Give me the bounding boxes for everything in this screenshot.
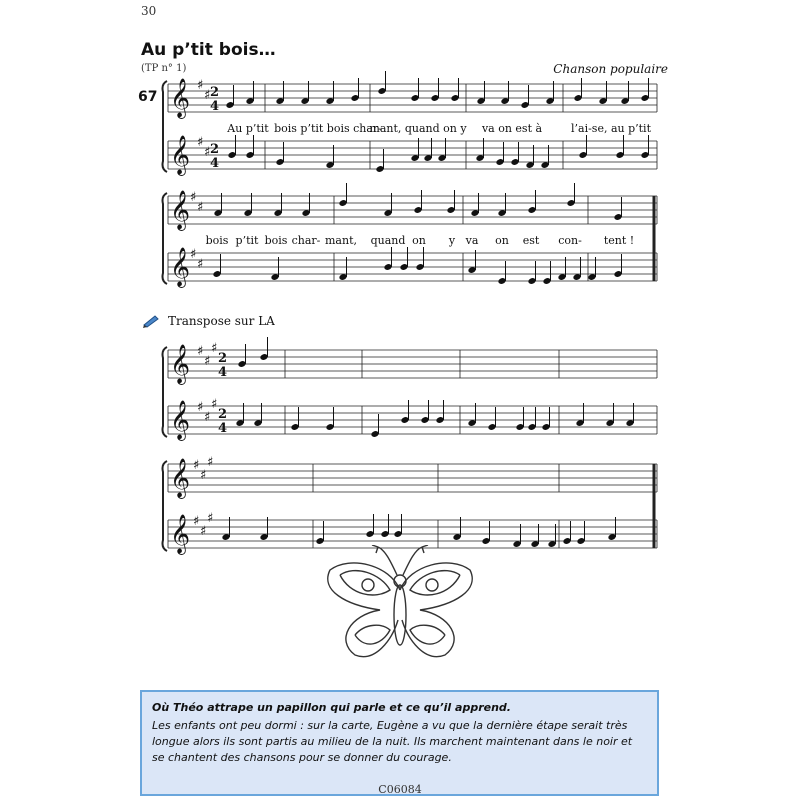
system-bracket [163,193,168,284]
story-box [140,690,659,796]
time-signature: 2 [210,85,220,100]
lyric-syllable: bois [205,234,229,247]
lyric-syllable: bois p’tit bois char- [274,122,382,135]
exercise-number: 67 [138,89,158,105]
time-signature: 2 [218,407,228,422]
time-signature: 4 [218,365,228,380]
treble-clef: 𝄞 [170,190,191,230]
sharp-sign: ♯ [197,400,204,415]
sharp-sign: ♯ [204,410,211,425]
song-title: Au p’tit bois… [141,40,276,60]
pencil-icon [142,314,160,328]
sharp-sign: ♯ [207,511,214,526]
lyric-syllable: mant, quand on y [369,122,467,135]
sharp-sign: ♯ [211,341,218,356]
lyric-syllable: bois [264,234,288,247]
lyric-syllable: va [465,234,479,247]
time-signature: 2 [218,351,228,366]
treble-clef: 𝄞 [170,344,191,384]
lyric-syllable: est [522,234,540,247]
sharp-sign: ♯ [197,257,204,272]
treble-clef: 𝄞 [170,400,191,440]
lyric-syllable: mant, [325,234,357,247]
treble-clef: 𝄞 [170,458,191,498]
sharp-sign: ♯ [197,344,204,359]
sharp-sign: ♯ [193,514,200,529]
sharp-sign: ♯ [197,135,204,150]
sharp-sign: ♯ [204,145,211,160]
treble-clef: 𝄞 [170,247,191,287]
sharp-sign: ♯ [204,354,211,369]
story-body: Les enfants ont peu dormi : sur la carte, Eugène a vu que la dernière étape serait très longue alors ils sont partis au milieu de la nuit. Ils marchent maintenant dans le noir et se chantent des chansons pour se donner du courage. [152,719,633,764]
transpose-instruction [142,314,275,328]
treble-clef: 𝄞 [170,135,191,175]
system-bracket [163,461,168,551]
time-signature: 4 [210,99,220,114]
lyric-syllable: p’tit [235,234,259,247]
story-heading: Où Théo attrape un papillon qui parle et ce qu’il apprend. [152,701,511,714]
sharp-sign: ♯ [197,78,204,93]
transpose-label: Transpose sur LA [168,314,275,328]
system-bracket [163,347,168,437]
butterfly-illustration [320,545,480,675]
sharp-sign: ♯ [204,88,211,103]
lyric-syllable: on [495,234,509,247]
lyric-syllable: con- [558,234,582,247]
lyric-syllable: on [412,234,426,247]
sharp-sign: ♯ [190,247,197,262]
sharp-sign: ♯ [211,397,218,412]
sharp-sign: ♯ [207,455,214,470]
page-number: 30 [141,4,157,18]
lyric-syllable: l’ai-se, au p’tit [571,122,651,135]
sharp-sign: ♯ [200,468,207,483]
sharp-sign: ♯ [197,200,204,215]
treble-clef: 𝄞 [170,78,191,118]
song-source: Chanson populaire [553,62,668,76]
system-bracket [163,81,168,172]
time-signature: 4 [210,156,220,171]
tp-reference: (TP n° 1) [141,63,187,74]
lyric-syllable: tent ! [603,234,635,247]
sharp-sign: ♯ [190,190,197,205]
time-signature: 2 [210,142,220,157]
lyric-syllable: char- [291,234,321,247]
time-signature: 4 [218,421,228,436]
sharp-sign: ♯ [193,458,200,473]
page-footer-code: C06084 [378,783,422,796]
lyric-syllable: va on est à [481,122,543,135]
treble-clef: 𝄞 [170,514,191,554]
sharp-sign: ♯ [200,524,207,539]
lyric-syllable: y [448,234,456,247]
lyric-syllable: quand [370,234,406,247]
lyric-syllable: Au p’tit [227,122,269,135]
